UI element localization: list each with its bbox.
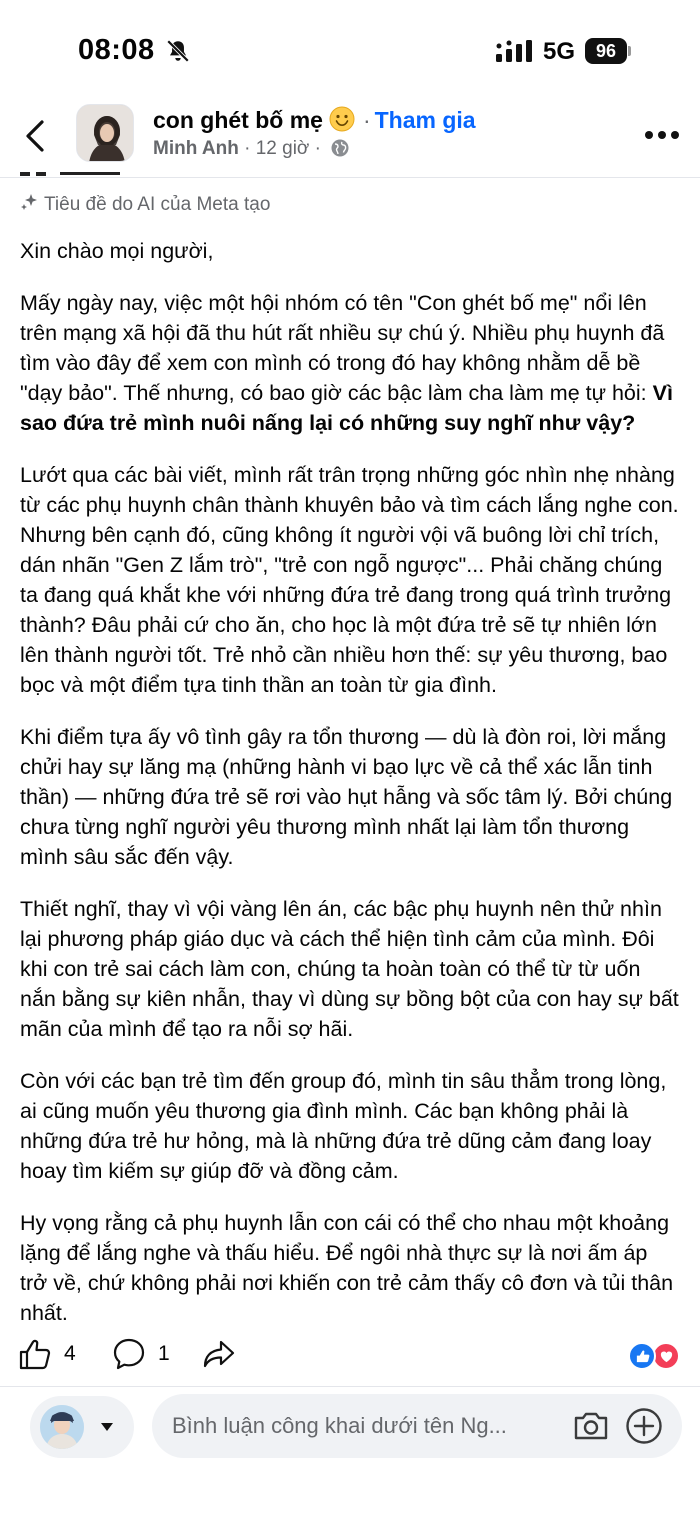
ai-label-text: Tiêu đề do AI của Meta tạo bbox=[44, 194, 271, 215]
camera-icon[interactable] bbox=[572, 1408, 610, 1444]
meta-dot: · bbox=[244, 138, 256, 159]
status-time: 08:08 bbox=[78, 34, 155, 66]
comment-count: 1 bbox=[158, 1342, 170, 1365]
post-time[interactable]: 12 giờ bbox=[255, 138, 310, 159]
scrolled-title-remnant bbox=[20, 172, 180, 182]
user-avatar bbox=[40, 1405, 84, 1449]
post-paragraph: Thiết nghĩ, thay vì vội vàng lên án, các bậc phụ huynh nên thử nhìn lại phương pháp giáo dục và cách thể hiện tình cảm của mình. Đôi khi con trẻ sai cách làm con, chúng ta hoàn toàn có thể từ từ uốn nắn bằng sự kiên nhẫn, thay vì dùng sự bồng bột của con hay sự bất mãn của mình để tạo ra nỗi sợ hãi. bbox=[20, 897, 679, 1041]
post-body bbox=[20, 236, 680, 1350]
author-name[interactable]: Minh Anh bbox=[153, 138, 239, 159]
divider bbox=[0, 1386, 700, 1387]
status-bar bbox=[0, 0, 700, 96]
like-thumb-icon bbox=[18, 1337, 52, 1371]
globe-icon bbox=[330, 138, 350, 158]
post-paragraph: Lướt qua các bài viết, mình rất trân trọng những góc nhìn nhẹ nhàng từ các phụ huynh chân thành khuyên bảo và tìm cách lắng nghe con. Nhưng bên cạnh đó, cũng không ít người vội vã buông lời chỉ trích, dán nhãn "Gen Z lắm trò", "trẻ con ngỗ ngược"... Phải chăng chúng ta đang quá khắt khe với những đứa trẻ đang trong quá trình trưởng thành? Đâu phải cứ cho ăn, cho học là một đứa trẻ sẽ tự nhiên lớn lên thành người tốt. Trẻ nhỏ cần nhiều hơn thế: sự yêu thương, bao bọc và một điểm tựa tinh thần an toàn từ gia đình. bbox=[20, 463, 679, 697]
comment-as-selector[interactable] bbox=[30, 1396, 134, 1458]
chevron-down-icon bbox=[100, 1422, 114, 1432]
bell-muted-icon bbox=[165, 38, 191, 64]
share-arrow-icon bbox=[202, 1337, 236, 1371]
comment-bubble-icon bbox=[112, 1337, 146, 1371]
post-actions bbox=[0, 1334, 700, 1374]
cellular-signal-icon bbox=[496, 40, 532, 62]
post-paragraph: Hy vọng rằng cả phụ huynh lẫn con cái có thể cho nhau một khoảng lặng để lắng nghe và thấu hiểu. Để ngôi nhà thực sự là nơi ấm áp trở về, chứ không phải nơi khiến con trẻ cảm thấy cô đơn và tủi thân nhất. bbox=[20, 1211, 674, 1325]
smile-emoji-icon bbox=[329, 106, 355, 132]
join-button[interactable]: Tham gia bbox=[374, 107, 476, 133]
group-title-row bbox=[153, 106, 476, 134]
like-count: 4 bbox=[64, 1342, 76, 1365]
like-reaction-icon bbox=[628, 1342, 656, 1370]
post-header bbox=[0, 96, 700, 178]
separator-dot: · bbox=[362, 107, 371, 133]
more-options-icon[interactable] bbox=[644, 130, 680, 140]
comment-input[interactable] bbox=[172, 1394, 562, 1458]
meta-dot: · bbox=[314, 138, 321, 159]
post-paragraph: Còn với các bạn trẻ tìm đến group đó, mình tin sâu thẳm trong lòng, ai cũng muốn yêu thương gia đình mình. Các bạn không phải là những đứa trẻ hư hỏng, mà là những đứa trẻ dũng cảm đang loay hoay tìm kiếm sự giúp đỡ và đồng cảm. bbox=[20, 1069, 667, 1183]
comment-composer bbox=[152, 1394, 682, 1458]
like-button[interactable] bbox=[18, 1334, 76, 1374]
back-arrow-icon[interactable] bbox=[22, 118, 52, 154]
ai-title-label bbox=[18, 192, 270, 216]
battery-level: 96 bbox=[585, 38, 627, 64]
reaction-summary[interactable] bbox=[628, 1342, 684, 1370]
sparkle-icon bbox=[18, 192, 40, 214]
post-paragraph bbox=[20, 288, 680, 438]
post-bold-text: Vì sao đứa trẻ mình nuôi nấng lại có những suy nghĩ như vậy? bbox=[20, 381, 673, 435]
share-button[interactable] bbox=[202, 1334, 248, 1374]
post-paragraph: Khi điểm tựa ấy vô tình gây ra tổn thương — dù là đòn roi, lời mắng chửi hay sự lăng mạ (những hành vi bạo lực về cả thể xác lẫn tinh thần) — những đứa trẻ sẽ rơi vào hụt hẫng và sốc tâm lý. Bởi chúng chưa từng nghĩ người yêu thương mình nhất lại làm tổn thương mình sâu sắc đến vậy. bbox=[20, 725, 673, 869]
post-paragraph: Xin chào mọi người, bbox=[20, 239, 214, 263]
post-text: Mấy ngày nay, việc một hội nhóm có tên "Con ghét bố mẹ" nổi lên trên mạng xã hội đã thu hút rất nhiều sự chú ý. Nhiều phụ huynh đã tìm vào đây để xem con mình có trong đó hay không nhằm dễ bề "dạy bảo". Thế nhưng, có bao giờ các bậc làm cha làm mẹ tự hỏi: bbox=[20, 291, 665, 405]
battery-icon bbox=[585, 38, 631, 64]
love-reaction-icon bbox=[652, 1342, 680, 1370]
group-name[interactable]: con ghét bố mẹ bbox=[153, 107, 323, 133]
add-attachment-icon[interactable] bbox=[625, 1407, 663, 1445]
group-avatar[interactable] bbox=[76, 104, 134, 162]
network-type: 5G bbox=[543, 38, 576, 65]
comment-button[interactable] bbox=[112, 1334, 170, 1374]
post-meta bbox=[153, 138, 350, 160]
